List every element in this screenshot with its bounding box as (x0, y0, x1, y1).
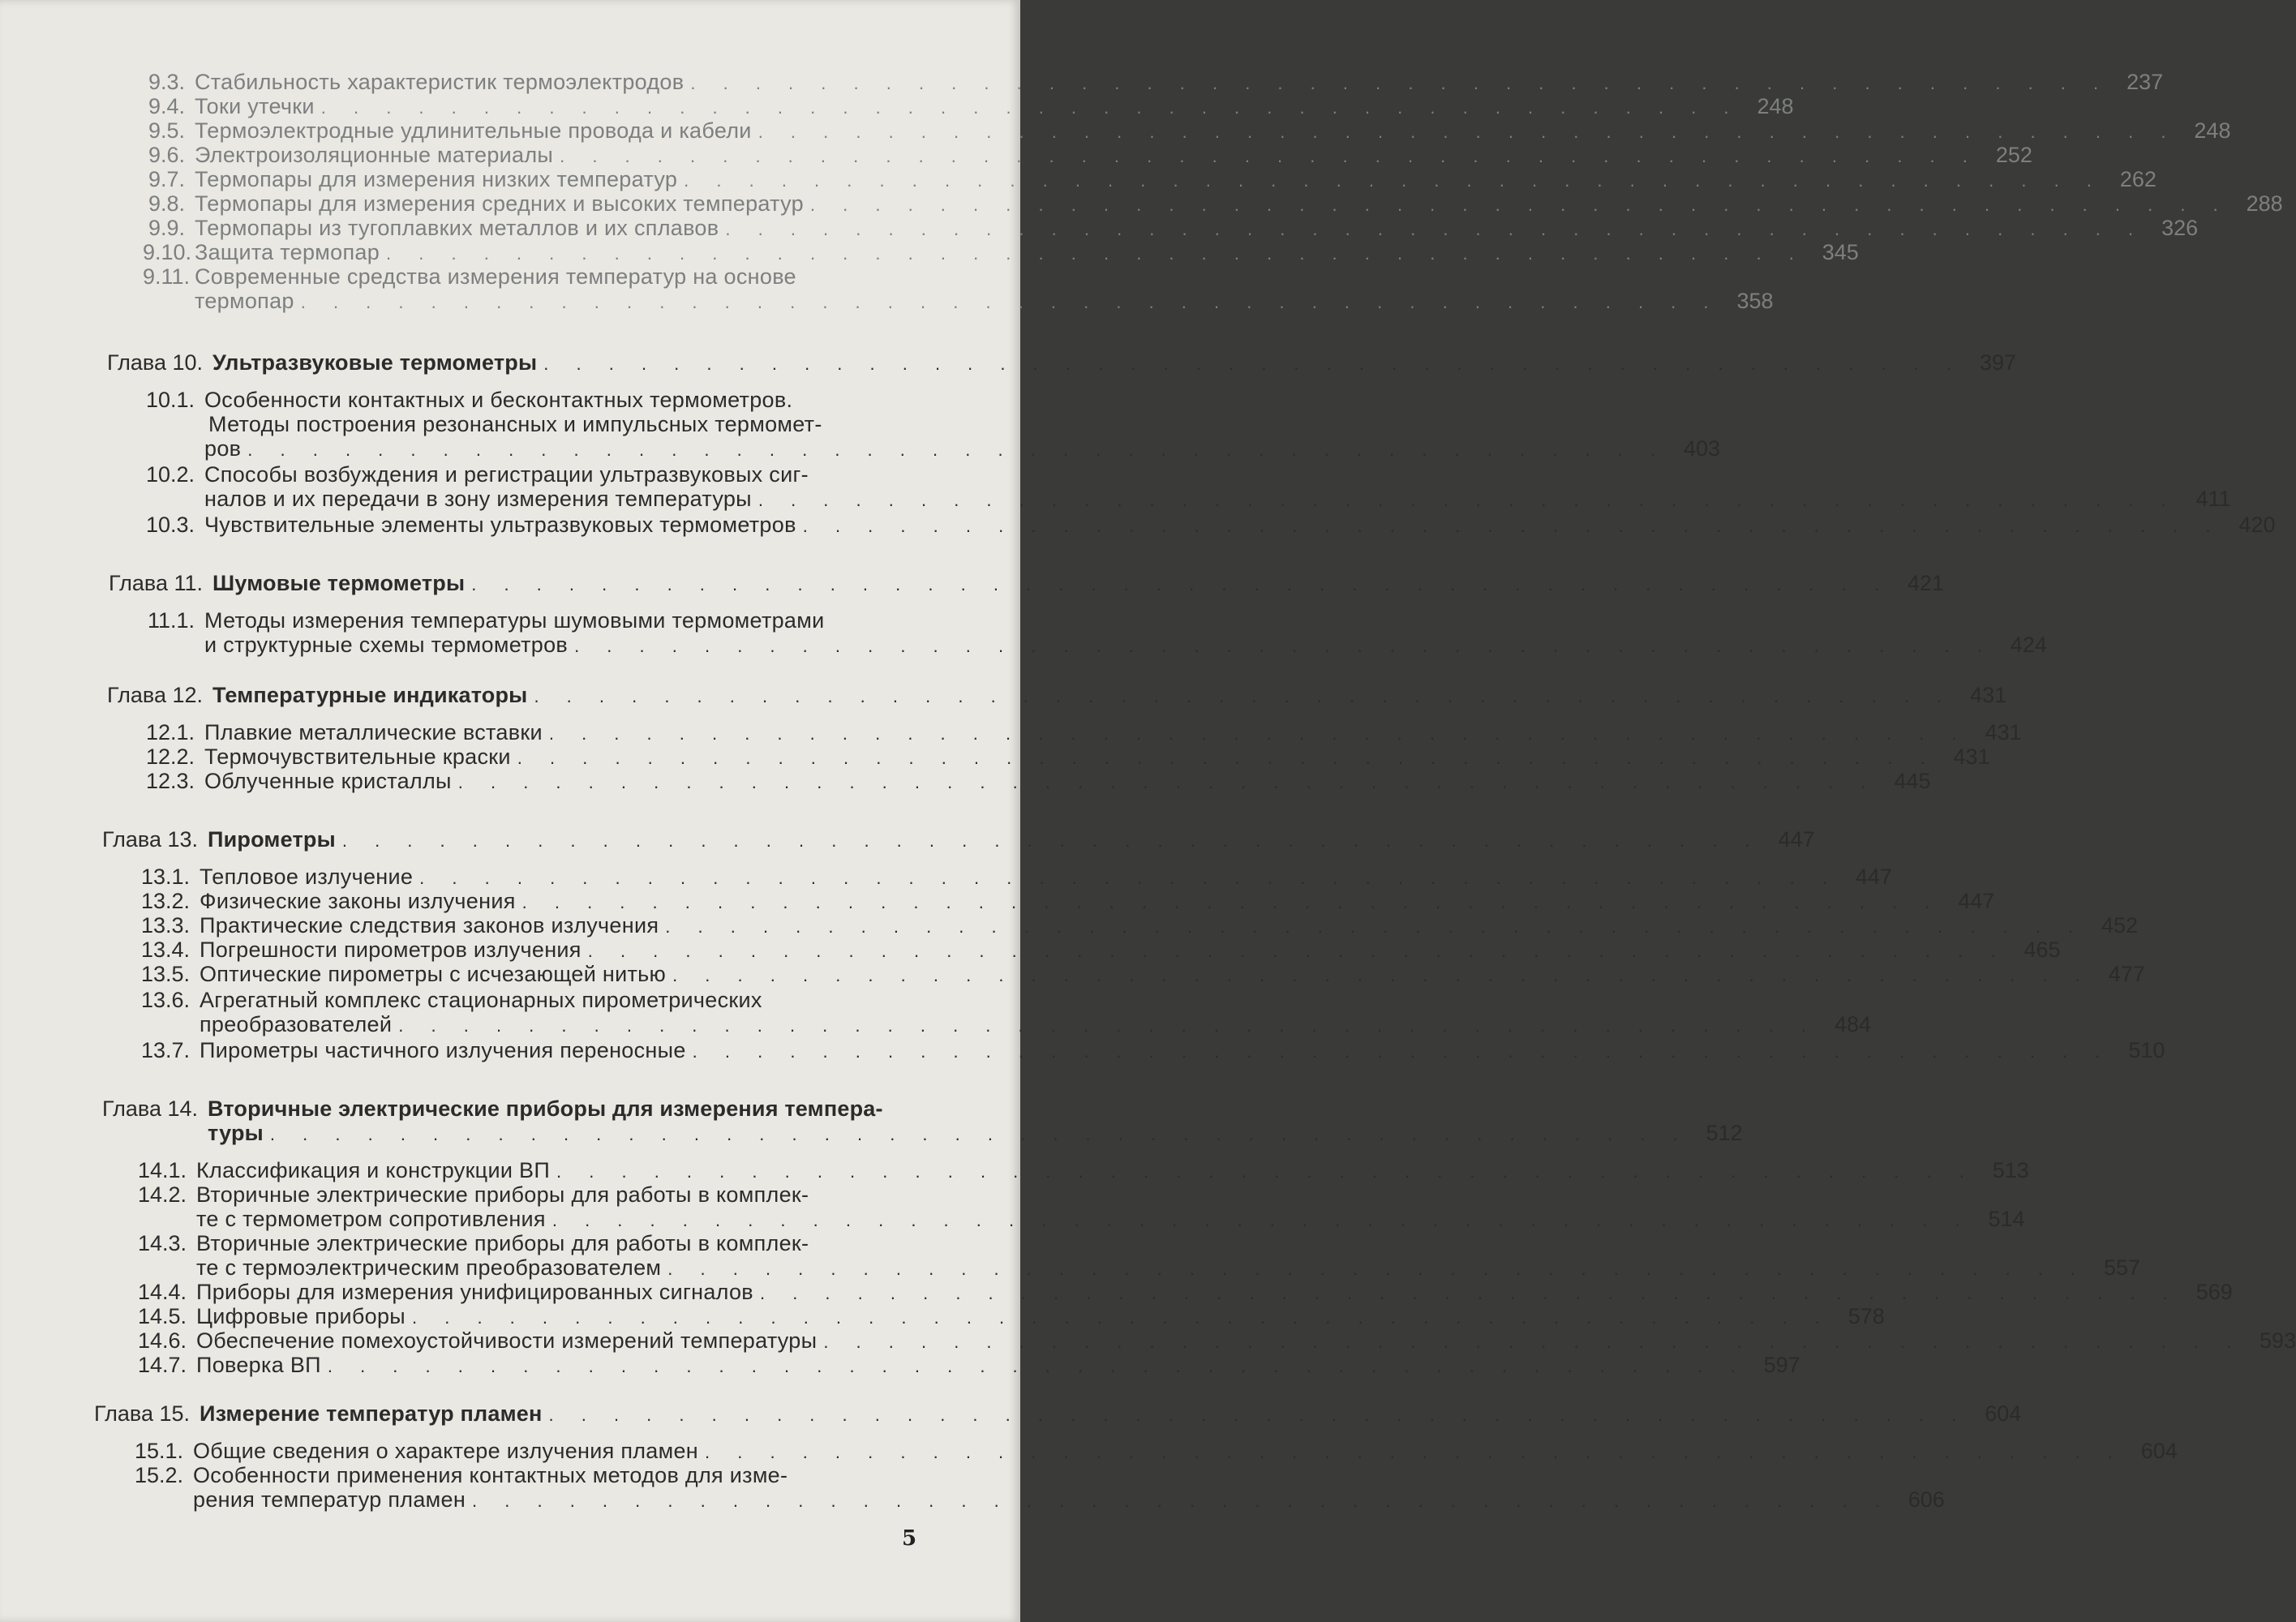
entry-title: Особенности контактных и бесконтактных термометров. (204, 388, 793, 412)
page-number: 252 (1995, 143, 2032, 167)
chapter-title-cont: туры (208, 1121, 264, 1145)
entry-number: 13.1. (140, 865, 190, 889)
leader-dots: . . . . . . . . . . . . . . . . . . . . . . . . . . . . . . . . . . . . . . . . . . . . (802, 516, 2222, 536)
page-number: 513 (1992, 1158, 2029, 1182)
page-number: 262 (2119, 167, 2157, 191)
toc-entry (138, 1038, 2165, 1063)
chapter-heading (81, 683, 2007, 708)
toc-entry (133, 1353, 1800, 1378)
chapter-number: Глава 13. (102, 827, 198, 852)
page-number: 569 (2195, 1280, 2233, 1304)
entry-title: Вторичные электрические приборы для работы в комплек- (196, 1182, 809, 1207)
entry-number: 14.5. (137, 1304, 187, 1328)
leader-dots: . . . . . . . . . . . . . . . . . . . . . . . . . . . . . . . . . . . . . . . . . . . . (690, 73, 2110, 93)
chapter-heading (76, 1096, 944, 1122)
page-number: 445 (1894, 769, 1931, 793)
leader-dots: . . . . . . . . . . . . . . . . . . . . . . . . . . . . . . . . . . . . . . . . . . . . (548, 1405, 1968, 1425)
leader-dots: . . . . . . . . . . . . . . . . . . . . . . . . . . . . . . . . . . . . . . . . . . . . (457, 772, 1878, 792)
toc-entry (130, 1463, 921, 1488)
toc-entry (133, 1328, 2296, 1354)
entry-title-cont: те с термоэлектрическим преобразователем (196, 1255, 662, 1280)
chapter-title: Пирометры (208, 827, 336, 852)
page-number: 593 (2260, 1328, 2296, 1353)
entry-title: Физические законы излучения (200, 889, 516, 913)
entry-number: 9.3. (148, 70, 185, 94)
entry-title-cont: преобразователей (200, 1012, 393, 1036)
leader-dots: . . . . . . . . . . . . . . . . . . . . . . . . . . . . . . . . . . . . . . . . . . . . (667, 1259, 2088, 1279)
page-number: 447 (1958, 889, 1995, 913)
entry-number: 9.5. (148, 118, 185, 143)
leader-dots: . . . . . . . . . . . . . . . . . . . . . . . . . . . . . . . . . . . . . . . . . . . . (587, 941, 2007, 961)
page-number: 431 (1985, 720, 2022, 744)
entry-title: Оптические пирометры с исчезающей нитью (200, 962, 667, 986)
toc-entry (143, 720, 2022, 745)
page-number: 578 (1848, 1304, 1885, 1328)
entry-number: 10.1. (145, 388, 195, 412)
page-number: 431 (1970, 683, 2007, 707)
entry-title-cont: термопар (195, 289, 294, 313)
chapter-heading (76, 1401, 2022, 1427)
toc-entry (143, 608, 944, 633)
entry-number: 14.1. (137, 1158, 187, 1182)
page-number: 606 (1908, 1487, 1945, 1512)
page-number: 557 (2103, 1255, 2141, 1280)
entry-number: 12.1. (145, 720, 195, 744)
toc-entry (143, 94, 1794, 119)
entry-number: 13.6. (140, 988, 190, 1012)
entry-number: 12.3. (145, 769, 195, 793)
toc-entry (143, 240, 1859, 265)
page-number: 452 (2101, 913, 2139, 938)
toc-entry-continuation (143, 436, 1721, 461)
chapter-heading (76, 827, 1815, 852)
leader-dots: . . . . . . . . . . . . . . . . . . . . . . . . . . . . . . . . . . . . . . . . . . . . (412, 1307, 1831, 1328)
leader-dots: . . . . . . . . . . . . . . . . . . . . . . . . . . . . . . . . . . . . . . . . . . . . (725, 219, 2145, 239)
entry-number: 9.9. (148, 216, 185, 240)
entry-title-cont: ров (204, 436, 242, 461)
toc-entry (143, 191, 2283, 217)
leader-dots: . . . . . . . . . . . . . . . . . . . . . . . . . . . . . . . . . . . . . . . . . . . . (823, 1332, 2243, 1352)
entry-title: Облученные кристаллы (204, 769, 452, 793)
leader-dots: . . . . . . . . . . . . . . . . . . . . . . . . . . . . . . . . . . . . . . . . . . . . (672, 965, 2092, 985)
chapter-number: Глава 10. (107, 350, 203, 375)
entry-title: Способы возбуждения и регистрации ультразвуковых сиг- (204, 462, 809, 487)
entry-title: Общие сведения о характере излучения пламен (193, 1439, 699, 1463)
toc-entry (143, 216, 2199, 241)
toc-entry (143, 513, 2276, 538)
toc-entry-continuation (133, 1207, 2025, 1232)
toc-entry (133, 1158, 2029, 1183)
page-number: 431 (1953, 744, 1990, 769)
entry-title: Токи утечки (195, 94, 315, 118)
toc-entry (143, 769, 1931, 794)
entry-title-cont: Методы построения резонансных и импульсных термомет- (208, 412, 822, 436)
leader-dots: . . . . . . . . . . . . . . . . . . . . . . . . . . . . . . . . . . . . . . . . . . . . (269, 1124, 1689, 1144)
page-number: 358 (1736, 289, 1774, 313)
toc-entry-continuation (143, 289, 1774, 314)
entry-number: 9.7. (148, 167, 185, 191)
folio-page-number: 5 (902, 1526, 917, 1551)
page-number: 447 (1855, 865, 1892, 889)
entry-title: Поверка ВП (196, 1353, 321, 1377)
entry-title: Особенности применения контактных методов для изме- (193, 1463, 788, 1487)
entry-title-cont: и структурные схемы термометров (204, 633, 569, 657)
entry-title: Термопары для измерения средних и высоких температур (195, 191, 804, 216)
entry-number: 13.3. (140, 913, 190, 938)
leader-dots: . . . . . . . . . . . . . . . . . . . . . . . . . . . . . . . . . . . . . . . . . . . . (543, 354, 1963, 374)
entry-number: 14.7. (137, 1353, 187, 1377)
page-number: 237 (2126, 70, 2164, 94)
entry-number: 9.10. (143, 240, 192, 264)
page-number: 411 (2195, 487, 2231, 511)
leader-dots: . . . . . . . . . . . . . . . . . . . . . . . . . . . . . . . . . . . . . . . . . . . . (419, 868, 1839, 888)
chapter-title: Измерение температур пламен (200, 1401, 543, 1426)
page-number: 248 (2194, 118, 2231, 143)
toc-entry-continuation (143, 633, 2047, 658)
leader-dots: . . . . . . . . . . . . . . . . . . . . . . . . . . . . . . . . . . . . . . . . . . . . (534, 686, 1954, 706)
entry-number: 15.1. (134, 1439, 183, 1463)
leader-dots: . . . . . . . . . . . . . . . . . . . . . . . . . . . . . . . . . . . . . . . . . . . . (398, 1015, 1818, 1036)
toc-entry (133, 1231, 944, 1256)
entry-title-cont: налов и их передачи в зону измерения температуры (204, 487, 752, 511)
entry-title: Плавкие металлические вставки (204, 720, 543, 744)
entry-title: Термочувствительные краски (204, 744, 511, 769)
toc-entry (143, 167, 2157, 192)
page-number: 604 (1985, 1401, 2022, 1426)
entry-title: Цифровые приборы (196, 1304, 406, 1328)
leader-dots: . . . . . . . . . . . . . . . . . . . . . . . . . . . . . . . . . . . . . . . . . . . . (560, 146, 1979, 166)
leader-dots: . . . . . . . . . . . . . . . . . . . . . . . . . . . . . . . . . . . . . . . . . . . . (320, 97, 1740, 118)
entry-title: Практические следствия законов излучения (200, 913, 659, 938)
entry-title: Защита термопар (195, 240, 380, 264)
entry-title: Приборы для измерения унифицированных сигналов (196, 1280, 753, 1304)
entry-title: Классификация и конструкции ВП (196, 1158, 551, 1182)
page-number: 465 (2023, 938, 2061, 962)
toc-entry (143, 70, 2164, 95)
toc-entry (138, 865, 1892, 890)
chapter-heading (81, 571, 1944, 596)
page-number: 447 (1778, 827, 1815, 852)
toc-entry (143, 264, 944, 290)
page-number: 248 (1757, 94, 1794, 118)
entry-number: 14.6. (137, 1328, 187, 1353)
leader-dots: . . . . . . . . . . . . . . . . . . . . . . . . . . . . . . . . . . . . . . . . . . . . (517, 748, 1937, 768)
toc-entry-continuation (138, 1012, 1872, 1037)
toc-entry (143, 143, 2032, 168)
toc-entry (133, 1280, 2233, 1305)
entry-number: 13.5. (140, 962, 190, 986)
toc-entry (143, 388, 944, 413)
chapter-number: Глава 14. (102, 1096, 198, 1121)
entry-number: 13.4. (140, 938, 190, 962)
entry-number: 9.4. (148, 94, 185, 118)
entry-title: Обеспечение помехоустойчивости измерений температуры (196, 1328, 818, 1353)
chapter-number: Глава 11. (109, 571, 203, 595)
entry-number: 14.4. (137, 1280, 187, 1304)
toc-entry (138, 913, 2139, 938)
leader-dots: . . . . . . . . . . . . . . . . . . . . . . . . . . . . . . . . . . . . . . . . . . . . (556, 1161, 1976, 1182)
page-number: 345 (1822, 240, 1859, 264)
entry-title: Погрешности пирометров излучения (200, 938, 582, 962)
leader-dots: . . . . . . . . . . . . . . . . . . . . . . . . . . . . . . . . . . . . . . . . . . . . (574, 636, 1993, 656)
toc-entry-continuation (133, 1255, 2141, 1281)
leader-dots: . . . . . . . . . . . . . . . . . . . . . . . . . . . . . . . . . . . . . . . . . . . . (705, 1442, 2124, 1462)
toc-entry-continuation (130, 1487, 1945, 1513)
page-number: 421 (1907, 571, 1944, 595)
toc-entry (130, 1439, 2178, 1464)
toc-entry (133, 1182, 944, 1208)
leader-dots: . . . . . . . . . . . . . . . . . . . . . . . . . . . . . . . . . . . . . . . . . . . . (521, 892, 1942, 912)
entry-title: Тепловое излучение (200, 865, 414, 889)
entry-title: Термопары из тугоплавких металлов и их сплавов (195, 216, 719, 240)
leader-dots: . . . . . . . . . . . . . . . . . . . . . . . . . . . . . . . . . . . . . . . . . . . . (757, 122, 2178, 142)
leader-dots: . . . . . . . . . . . . . . . . . . . . . . . . . . . . . . . . . . . . . . . . . . . . (327, 1356, 1747, 1376)
entry-number: 12.2. (145, 744, 195, 769)
page-number: 403 (1684, 436, 1721, 461)
leader-dots: . . . . . . . . . . . . . . . . . . . . . . . . . . . . . . . . . . . . . . . . . . . . (300, 292, 1720, 312)
page-number: 397 (1979, 350, 2017, 375)
entry-number: 14.3. (137, 1231, 187, 1255)
entry-title-cont: те с термометром сопротивления (196, 1207, 546, 1231)
leader-dots: . . . . . . . . . . . . . . . . . . . . . . . . . . . . . . . . . . . . . . . . . . . . (341, 830, 1762, 851)
leader-dots: . . . . . . . . . . . . . . . . . . . . . . . . . . . . . . . . . . . . . . . . . . . . (684, 170, 2103, 191)
entry-number: 11.1. (147, 608, 195, 633)
toc-entry-continuation (143, 487, 2231, 512)
entry-title: Современные средства измерения температур на основе (195, 264, 796, 289)
entry-title: Пирометры частичного излучения переносные (200, 1038, 686, 1062)
chapter-heading-continuation (76, 1121, 1743, 1146)
page-number: 477 (2108, 962, 2145, 986)
page-number: 424 (2010, 633, 2047, 657)
entry-title-cont: рения температур пламен (193, 1487, 466, 1512)
chapter-title: Вторичные электрические приборы для измерения темпера- (208, 1096, 883, 1121)
entry-number: 9.6. (148, 143, 185, 167)
toc-entry (133, 1304, 1885, 1329)
leader-dots: . . . . . . . . . . . . . . . . . . . . . . . . . . . . . . . . . . . . . . . . . . . . (809, 195, 2229, 215)
leader-dots: . . . . . . . . . . . . . . . . . . . . . . . . . . . . . . . . . . . . . . . . . . . . (247, 440, 1667, 460)
entry-title: Чувствительные элементы ультразвуковых термометров (204, 513, 796, 537)
chapter-heading (81, 350, 2017, 375)
page-number: 597 (1763, 1353, 1800, 1377)
page-number: 288 (2246, 191, 2283, 216)
entry-number: 14.2. (137, 1182, 187, 1207)
toc-entry (138, 938, 2061, 963)
leader-dots: . . . . . . . . . . . . . . . . . . . . . . . . . . . . . . . . . . . . . . . . . . . . (386, 243, 1805, 264)
leader-dots: . . . . . . . . . . . . . . . . . . . . . . . . . . . . . . . . . . . . . . . . . . . . (471, 574, 1890, 594)
entry-title: Агрегатный комплекс стационарных пирометрических (200, 988, 762, 1012)
page-number: 326 (2161, 216, 2199, 240)
entry-number: 13.2. (140, 889, 190, 913)
page-number: 420 (2238, 513, 2276, 537)
leader-dots: . . . . . . . . . . . . . . . . . . . . . . . . . . . . . . . . . . . . . . . . . . . . (757, 490, 2178, 510)
page-number: 514 (1988, 1207, 2025, 1231)
leader-dots: . . . . . . . . . . . . . . . . . . . . . . . . . . . . . . . . . . . . . . . . . . . . (472, 1491, 1891, 1511)
entry-title: Электроизоляционные материалы (195, 143, 554, 167)
chapter-number: Глава 12. (107, 683, 203, 707)
leader-dots: . . . . . . . . . . . . . . . . . . . . . . . . . . . . . . . . . . . . . . . . . . . . (759, 1283, 2179, 1303)
toc-entry (138, 889, 1995, 914)
entry-title: Вторичные электрические приборы для работы в комплек- (196, 1231, 809, 1255)
toc-entry (143, 744, 1990, 770)
toc-entry (138, 962, 2145, 987)
entry-title: Стабильность характеристик термоэлектродов (195, 70, 685, 94)
leader-dots: . . . . . . . . . . . . . . . . . . . . . . . . . . . . . . . . . . . . . . . . . . . . (551, 1210, 1972, 1230)
chapter-title: Ультразвуковые термометры (212, 350, 538, 375)
entry-number: 10.2. (145, 462, 195, 487)
leader-dots: . . . . . . . . . . . . . . . . . . . . . . . . . . . . . . . . . . . . . . . . . . . . (692, 1041, 2112, 1062)
page-number: 604 (2140, 1439, 2178, 1463)
entry-title: Термоэлектродные удлинительные провода и кабели (195, 118, 752, 143)
page-number: 510 (2128, 1038, 2165, 1062)
entry-number: 13.7. (140, 1038, 190, 1062)
entry-number: 9.8. (148, 191, 185, 216)
entry-number: 15.2. (134, 1463, 183, 1487)
chapter-number: Глава 15. (94, 1401, 190, 1426)
chapter-title: Шумовые термометры (212, 571, 466, 595)
toc-entry (143, 118, 2231, 144)
entry-title: Термопары для измерения низких температур (195, 167, 678, 191)
entry-title: Методы измерения температуры шумовыми термометрами (204, 608, 825, 633)
toc-entry (138, 988, 944, 1013)
leader-dots: . . . . . . . . . . . . . . . . . . . . . . . . . . . . . . . . . . . . . . . . . . . . (665, 916, 2085, 937)
page-number: 512 (1706, 1121, 1743, 1145)
entry-number: 9.11. (143, 264, 191, 289)
page-number: 484 (1834, 1012, 1872, 1036)
chapter-title: Температурные индикаторы (212, 683, 528, 707)
leader-dots: . . . . . . . . . . . . . . . . . . . . . . . . . . . . . . . . . . . . . . . . . . . . (548, 723, 1968, 744)
entry-number: 10.3. (145, 513, 195, 537)
toc-entry (143, 462, 944, 487)
